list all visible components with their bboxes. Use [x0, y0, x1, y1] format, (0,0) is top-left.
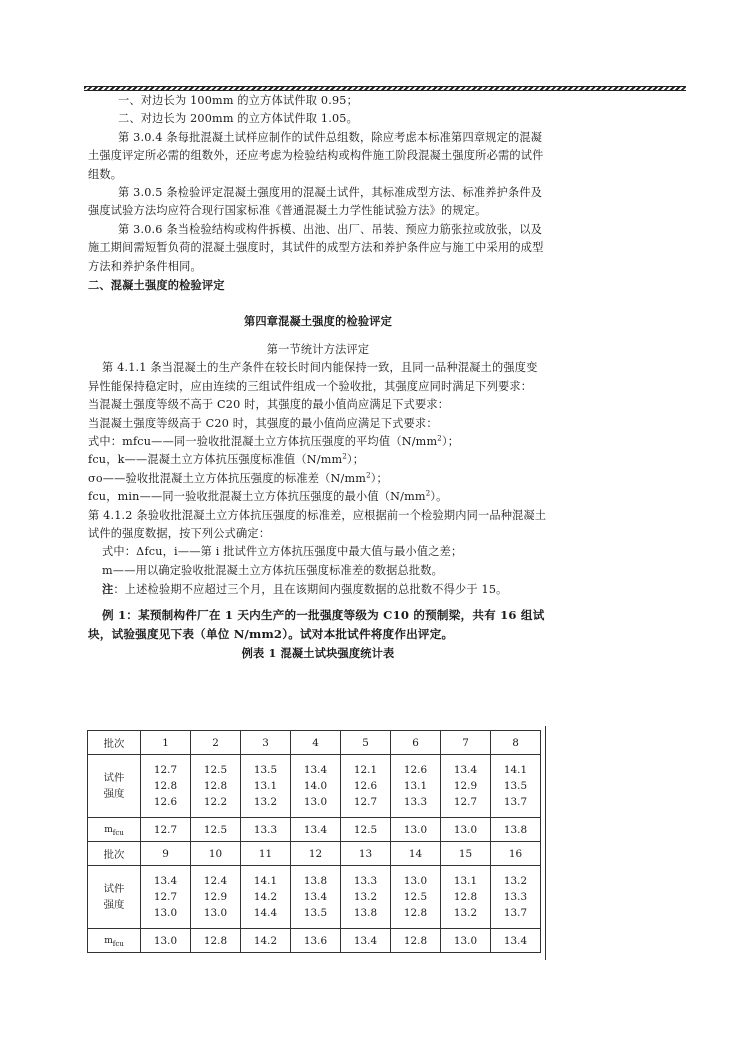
strength-value: 12.9: [203, 891, 228, 903]
strength-values-cell: [191, 866, 241, 929]
strength-value: 12.8: [153, 780, 178, 792]
strength-value: 13.0: [303, 796, 328, 808]
strength-values-cell: [191, 755, 241, 818]
mean-label-main: m: [104, 824, 113, 835]
strength-value: 13.4: [303, 764, 328, 776]
batch-number-cell: 13: [341, 842, 391, 866]
superscript: 2: [425, 489, 431, 498]
strength-value: 13.1: [403, 780, 428, 792]
mean-value-cell: 13.3: [241, 818, 291, 842]
paragraph: [88, 488, 548, 506]
formula-term: fcu，min——同一验收批混凝土立方体抗压强度的最小值（N/mm: [88, 490, 426, 504]
header-rule: [84, 86, 686, 91]
formula-term: fcu，k——混凝土立方体抗压强度标准值（N/mm: [88, 453, 343, 467]
mean-value-cell: 14.2: [241, 929, 291, 953]
strength-value: 13.2: [253, 796, 278, 808]
batch-number-cell: 16: [491, 842, 541, 866]
batch-label-cell: 批次: [88, 731, 141, 755]
strength-values-cell: [391, 866, 441, 929]
mean-value-cell: 13.0: [141, 929, 191, 953]
strength-value: 13.3: [503, 891, 528, 903]
batch-label-cell: 批次: [88, 842, 141, 866]
strength-value: 13.5: [503, 780, 528, 792]
strength-values-cell: [491, 866, 541, 929]
strength-value: 13.0: [153, 907, 178, 919]
strength-value: 13.3: [353, 875, 378, 887]
strength-value: 12.1: [353, 764, 378, 776]
table-row: [88, 755, 541, 818]
strength-label-line: 强度: [103, 899, 125, 911]
strength-values-cell: [291, 866, 341, 929]
strength-values-cell: [141, 755, 191, 818]
strength-value: 13.8: [303, 875, 328, 887]
strength-values-cell: [291, 755, 341, 818]
strength-value: 12.4: [203, 875, 228, 887]
strength-value: 12.6: [153, 796, 178, 808]
strength-value: 12.7: [153, 764, 178, 776]
strength-values-cell: [241, 866, 291, 929]
strength-value: 13.0: [403, 875, 428, 887]
strength-value: 13.4: [153, 875, 178, 887]
strength-value: 12.6: [353, 780, 378, 792]
strength-values-cell: [441, 755, 491, 818]
formula-term-end: ）；: [370, 471, 388, 485]
mean-value-cell: 13.0: [391, 818, 441, 842]
mean-value-cell: 13.4: [291, 818, 341, 842]
strength-value: 12.7: [453, 796, 478, 808]
mean-value-cell: 12.5: [191, 818, 241, 842]
mean-label-main: m: [104, 935, 113, 946]
batch-number-cell: 15: [441, 842, 491, 866]
paragraph: [88, 451, 548, 469]
strength-value: 13.4: [453, 764, 478, 776]
paragraph: 式中：Δfcu，i——第 i 批试件立方体抗压强度中最大值与最小值之差；: [102, 545, 463, 559]
note-label: 注: [102, 582, 114, 597]
strength-label-cell: [88, 755, 141, 818]
strength-value: 13.2: [453, 907, 478, 919]
strength-values-cell: [341, 755, 391, 818]
paragraph: 第 4.1.2 条验收批混凝土立方体抗压强度的标准差，应根据前一个检验期内同一品种混凝土试件的强度数据，按下列公式确定：: [88, 508, 547, 540]
mean-value-cell: 12.8: [391, 929, 441, 953]
strength-value: 13.4: [303, 891, 328, 903]
paragraph: 第 3.0.6 条当检验结构或构件拆模、出池、出厂、吊装、预应力筋张拉或放张，以及施工期间需短暂负荷的混凝土强度时，其试件的成型方法和养护条件应与施工中采用的成型方法和养护条件相同。: [88, 222, 544, 273]
strength-table: [87, 730, 541, 953]
formula-term-end: ）。: [430, 490, 448, 504]
section-heading: 二、混凝土强度的检验评定: [88, 278, 225, 293]
strength-value: 13.2: [353, 891, 378, 903]
strength-values-cell: [391, 755, 441, 818]
strength-value: 14.4: [253, 907, 278, 919]
superscript: 2: [342, 452, 348, 461]
strength-value: 13.1: [453, 875, 478, 887]
mean-value-cell: 13.0: [441, 929, 491, 953]
strength-value: 12.8: [403, 907, 428, 919]
mean-value-cell: 13.4: [491, 929, 541, 953]
strength-value: 12.7: [153, 891, 178, 903]
strength-values-cell: [491, 755, 541, 818]
strength-value: 12.5: [203, 764, 228, 776]
batch-number-cell: 7: [441, 731, 491, 755]
strength-values-cell: [341, 866, 391, 929]
strength-value: 14.1: [253, 875, 278, 887]
strength-value: 14.1: [503, 764, 528, 776]
table-row: [88, 929, 541, 953]
batch-number-cell: 3: [241, 731, 291, 755]
strength-value: 14.2: [253, 891, 278, 903]
example-heading: 例 1：某预制构件厂在 1 天内生产的一批强度等级为 C10 的预制梁，共有 16 组试块，试验强度见下表（单位 N/mm2）。试对本批试件将度作出评定。: [88, 607, 545, 641]
mean-value-cell: 13.4: [341, 929, 391, 953]
strength-value: 13.2: [503, 875, 528, 887]
note-text: ：上述检验期不应超过三个月，且在该期间内强度数据的总批数不得少于 15。: [113, 583, 508, 597]
paragraph: [88, 433, 548, 451]
paragraph: 第 3.0.4 条每批混凝土试样应制作的试件总组数，除应考虑本标准第四章规定的混凝土强度评定所必需的组数外，还应考虑为检验结构或构件施工阶段混凝土强度所必需的试件组数。: [88, 130, 544, 181]
formula-term: 式中：mfcu——同一验收批混凝土立方体抗压强度的平均值（N/mm: [88, 434, 438, 448]
table-row: [88, 731, 541, 755]
strength-label-line: 强度: [103, 788, 125, 800]
batch-number-cell: 14: [391, 842, 441, 866]
batch-number-cell: 4: [291, 731, 341, 755]
strength-value: 12.6: [403, 764, 428, 776]
batch-number-cell: 11: [241, 842, 291, 866]
strength-value: 13.5: [303, 907, 328, 919]
strength-values-cell: [241, 755, 291, 818]
formula-term-end: ）；: [347, 453, 365, 467]
mean-label-cell: [88, 818, 141, 842]
strength-value: 12.8: [453, 891, 478, 903]
paragraph: 第 3.0.5 条检验评定混凝土强度用的混凝土试件，其标准成型方法、标准养护条件及强度试验方法均应符合现行国家标准《普通混凝土力学性能试验方法》的规定。: [88, 186, 543, 218]
paragraph: 当混凝土强度等级不高于 C20 时，其强度的最小值尚应满足下式要求：: [88, 398, 450, 412]
strength-value: 13.7: [503, 796, 528, 808]
strength-label-line: 试件: [103, 772, 125, 784]
mean-label-sub: fcu: [112, 828, 124, 837]
mean-value-cell: 13.0: [441, 818, 491, 842]
batch-number-cell: 2: [191, 731, 241, 755]
strength-value: 13.3: [403, 796, 428, 808]
formula-term: σo——验收批混凝土立方体抗压强度的标准差（N/mm: [88, 471, 367, 485]
mean-label-cell: [88, 929, 141, 953]
chapter-title: 第四章混凝土强度的检验评定: [243, 314, 393, 329]
paragraph: 当混凝土强度等级高于 C20 时，其强度的最小值尚应满足下式要求：: [88, 416, 438, 430]
strength-value: 12.7: [353, 796, 378, 808]
table-title: 例表 1 混凝土试块强度统计表: [241, 645, 395, 660]
superscript: 2: [437, 434, 442, 443]
superscript: 2: [366, 470, 371, 479]
mean-value-cell: 12.7: [141, 818, 191, 842]
batch-number-cell: 10: [191, 842, 241, 866]
paragraph: [88, 470, 548, 488]
strength-value: 12.5: [403, 891, 428, 903]
strength-value: 12.9: [453, 780, 478, 792]
batch-number-cell: 12: [291, 842, 341, 866]
note: [88, 580, 548, 599]
table-row: [88, 842, 541, 866]
batch-number-cell: 8: [491, 731, 541, 755]
section-title: 第一节统计方法评定: [266, 342, 370, 356]
right-margin-rule: [545, 726, 546, 960]
strength-value: 13.1: [253, 780, 278, 792]
mean-label-sub: fcu: [112, 939, 124, 948]
table-row: [88, 866, 541, 929]
strength-value: 13.8: [353, 907, 378, 919]
mean-value-cell: 13.8: [491, 818, 541, 842]
mean-value-cell: 12.5: [341, 818, 391, 842]
strength-values-cell: [441, 866, 491, 929]
formula-term-end: ）；: [441, 434, 460, 448]
strength-label-line: 试件: [103, 883, 125, 895]
strength-value: 12.2: [203, 796, 228, 808]
strength-value: 13.0: [203, 907, 228, 919]
batch-number-cell: 5: [341, 731, 391, 755]
mean-value-cell: 12.8: [191, 929, 241, 953]
strength-value: 13.5: [253, 764, 278, 776]
strength-value: 13.7: [503, 907, 528, 919]
paragraph: 二、对边长为 200mm 的立方体试件取 1.05。: [118, 112, 358, 126]
strength-value: 12.8: [203, 780, 228, 792]
paragraph: 一、对边长为 100mm 的立方体试件取 0.95；: [118, 94, 358, 107]
paragraph: 第 4.1.1 条当混凝土的生产条件在较长时间内能保持一致，且同一品种混凝土的强度变异性能保持稳定时，应由连续的三组试件组成一个验收批，其强度应同时满足下列要求：: [88, 361, 538, 393]
batch-number-cell: 1: [141, 731, 191, 755]
batch-number-cell: 6: [391, 731, 441, 755]
strength-label-cell: [88, 866, 141, 929]
strength-values-cell: [141, 866, 191, 929]
paragraph: m——用以确定验收批混凝土立方体抗压强度标准差的数据总批数。: [102, 563, 444, 577]
strength-value: 14.0: [303, 780, 328, 792]
batch-number-cell: 9: [141, 842, 191, 866]
document-body: [88, 92, 548, 662]
table-row: [88, 818, 541, 842]
mean-value-cell: 13.6: [291, 929, 341, 953]
